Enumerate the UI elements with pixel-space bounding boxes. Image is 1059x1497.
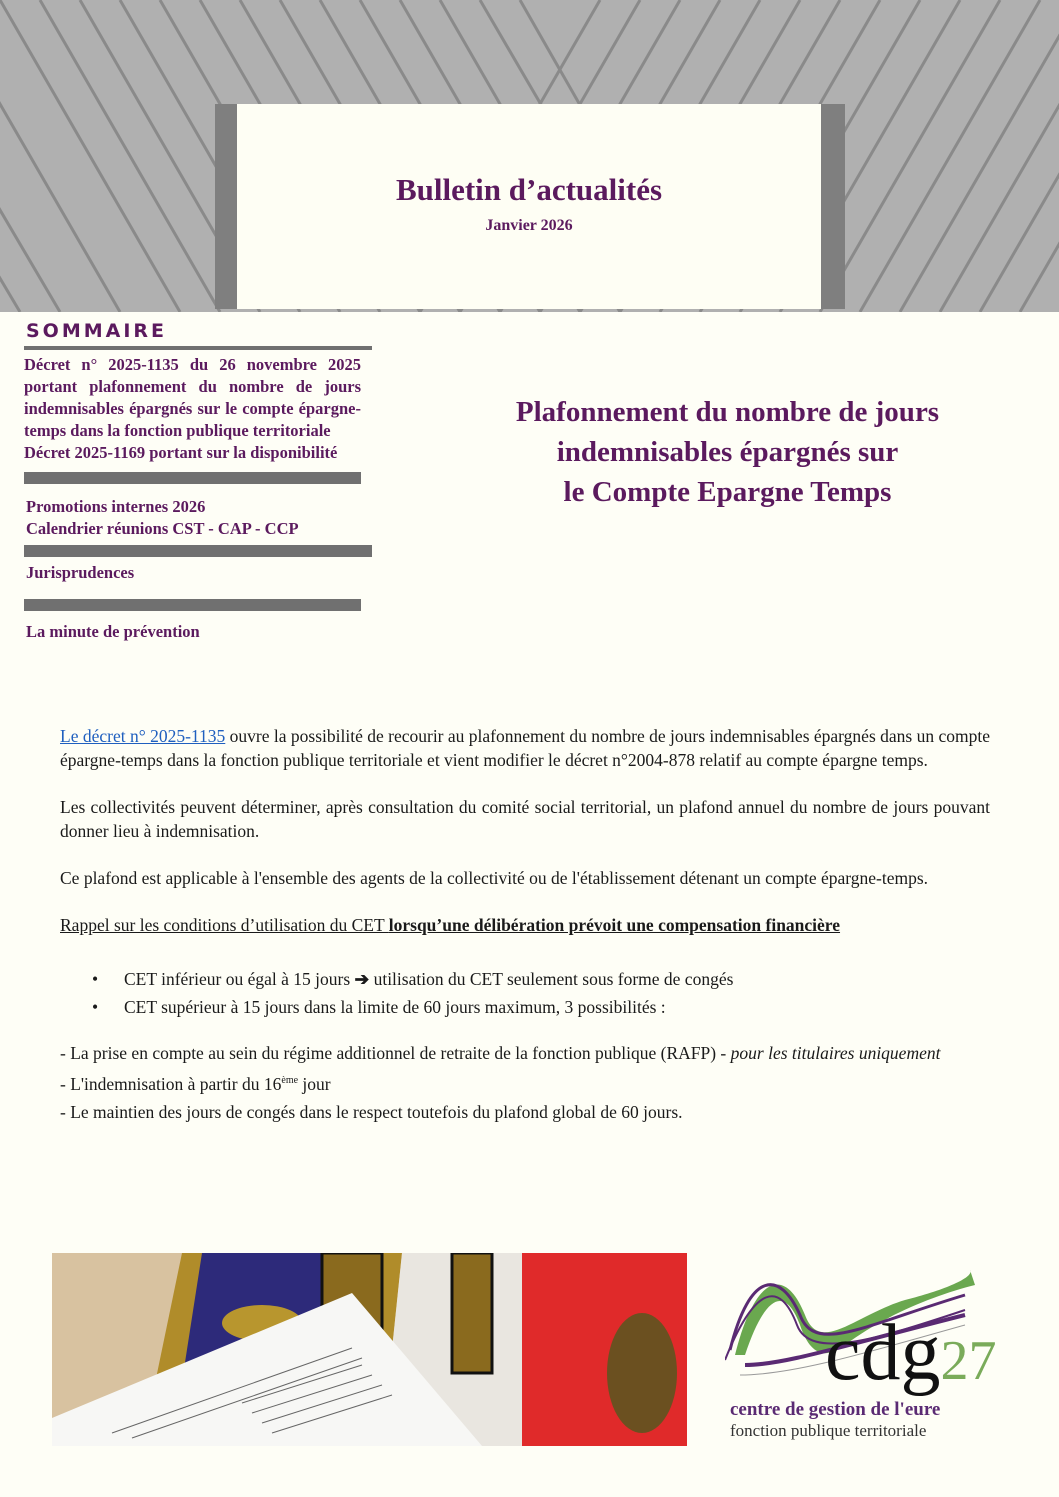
sommaire-group [24, 354, 361, 464]
sommaire [24, 320, 372, 643]
sommaire-item[interactable]: Décret n° 2025-1135 du 26 novembre 2025 portant plafonnement du nombre de jours indemnisables épargnés sur le compte épargne-temps dans la fonction publique territoriale [24, 355, 361, 440]
article-title-line: Plafonnement du nombre de jours [515, 396, 940, 428]
option-text: jour [298, 1073, 331, 1094]
bullet-item [92, 995, 990, 1019]
bulletin-title: Bulletin d’actualités [395, 172, 663, 207]
divider [24, 472, 361, 484]
bullet-list [60, 967, 990, 1019]
sommaire-group [26, 562, 372, 584]
sommaire-heading: SOMMAIRE [26, 320, 168, 342]
logo-line1: centre de gestion de l'eure [730, 1399, 941, 1420]
option-maintien: - Le maintien des jours de congés dans le respect toutefois du plafond global de 60 jours. [60, 1101, 683, 1122]
logo-mark [825, 1309, 997, 1401]
article-title-line: le Compte Epargne Temps [563, 476, 892, 508]
intro-text: ouvre la possibilité de recourir au plafonnement du nombre de jours indemnisables épargnés dans un compte épargne-temps dans la fonction publique territoriale et vient modifier le décret n°2004-878 relatif au compte épargne temps. [60, 726, 990, 770]
bullet-icon: • [92, 997, 99, 1017]
sommaire-item[interactable]: Promotions internes 2026 [26, 497, 206, 516]
sommaire-item[interactable]: Calendrier réunions CST - CAP - CCP [26, 519, 299, 538]
bullet-text: CET supérieur à 15 jours dans la limite de 60 jours maximum, 3 possibilités : [124, 997, 666, 1017]
option-text: - La prise en compte au sein du régime additionnel de retraite de la fonction publique (RAFP) - [60, 1043, 731, 1063]
bullet-icon: • [92, 969, 99, 989]
paragraph: Ce plafond est applicable à l'ensemble des agents de la collectivité ou de l'établissement détenant un compte épargne-temps. [60, 868, 929, 888]
decree-link[interactable]: Le décret n° 2025-1135 [60, 726, 226, 746]
option-text: - L'indemnisation à partir du 16 [60, 1073, 282, 1094]
intro-paragraph [60, 724, 990, 772]
logo-line2: fonction publique territoriale [730, 1421, 927, 1440]
logo-cdg: cdg [825, 1309, 941, 1397]
article-title [430, 392, 1025, 512]
sommaire-group [26, 496, 372, 540]
bullet-item [92, 967, 990, 991]
sommaire-item[interactable]: La minute de prévention [26, 622, 200, 641]
divider [24, 545, 372, 557]
bulletin-date: Janvier 2026 [485, 217, 573, 234]
option-indemnisation [60, 1069, 990, 1096]
header-banner [0, 0, 1059, 312]
photo-illustration [52, 1253, 687, 1446]
sommaire-item[interactable]: Jurisprudences [26, 563, 135, 582]
rappel-heading [60, 913, 990, 937]
article-title-line: indemnisables épargnés sur [556, 436, 899, 468]
rappel-bold: lorsqu’une délibération prévoit une compensation financière [388, 915, 841, 935]
title-card [237, 104, 821, 309]
paragraph: Les collectivités peuvent déterminer, après consultation du comité social territorial, un plafond annuel du nombre de jours pouvant donner lieu à indemnisation. [60, 797, 990, 841]
option-rafp [60, 1041, 990, 1065]
divider [24, 599, 361, 611]
rappel-text: Rappel sur les conditions d’utilisation du CET [60, 915, 389, 935]
journal-officiel-photo [52, 1253, 687, 1446]
article-body [60, 724, 990, 1128]
arrow-right-icon: ➔ [354, 969, 370, 989]
bullet-text: utilisation du CET seulement sous forme de congés [369, 969, 734, 989]
title-frame [215, 104, 845, 309]
sommaire-group [26, 621, 372, 643]
option-italic: pour les titulaires uniquement [730, 1043, 941, 1063]
superscript: ème [281, 1075, 299, 1086]
cdg27-logo [725, 1255, 1045, 1450]
logo-number: 27 [940, 1330, 997, 1392]
divider [24, 346, 372, 350]
sommaire-item[interactable]: Décret 2025-1169 portant sur la disponibilité [24, 443, 338, 462]
bullet-text: CET inférieur ou égal à 15 jours [124, 969, 355, 989]
